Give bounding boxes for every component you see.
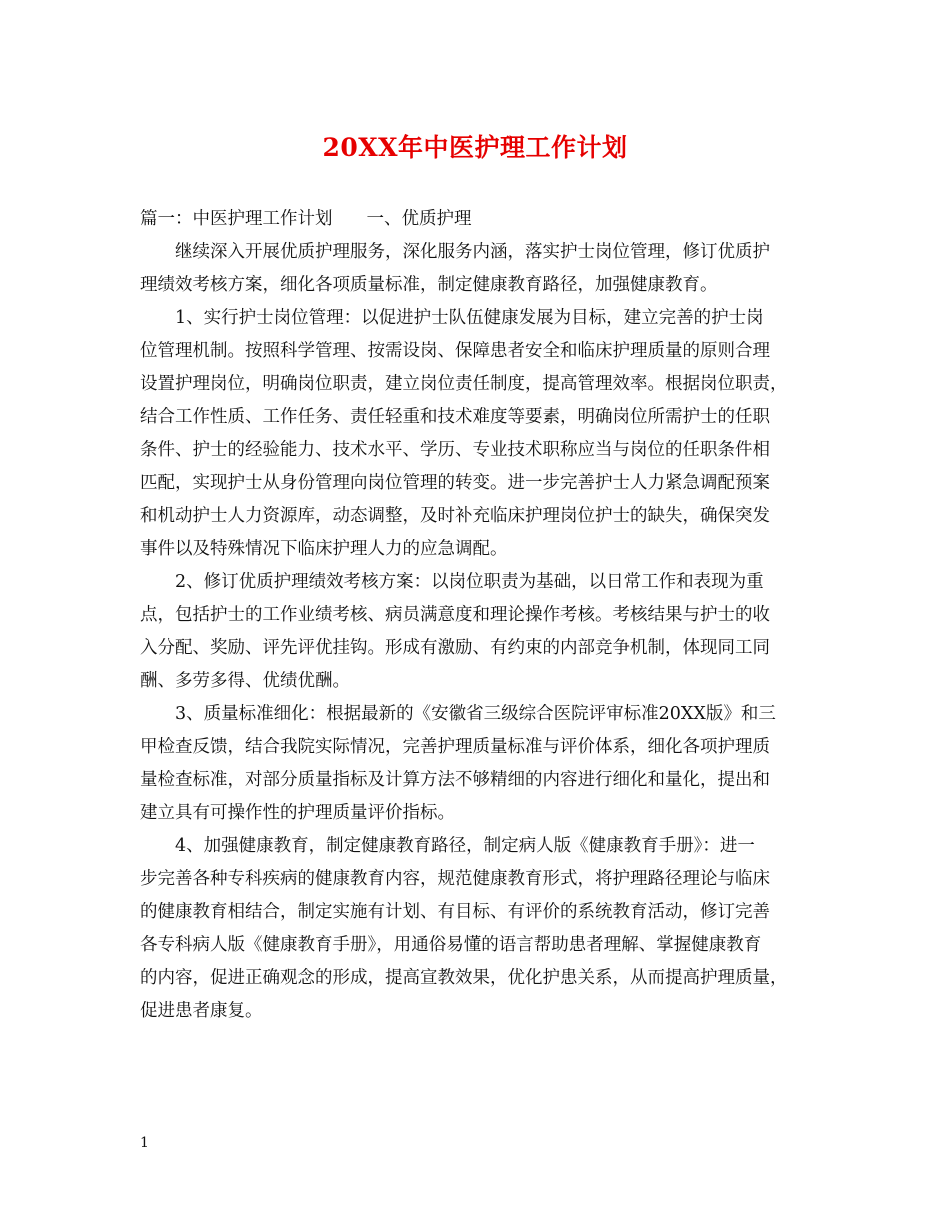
paragraph-line: 1、实行护士岗位管理：以促进护士队伍健康发展为目标，建立完善的护士岗 <box>175 308 764 328</box>
paragraph-line: 位管理机制。按照科学管理、按需设岗、保障患者安全和临床护理质量的原则合理 <box>140 341 770 361</box>
paragraph-line: 4、加强健康教育，制定健康教育路径，制定病人版《健康教育手册》：进一 <box>175 836 755 856</box>
paragraph-line: 促进患者康复。 <box>140 1001 263 1021</box>
paragraph-line: 各专科病人版《健康教育手册》，用通俗易懂的语言帮助患者理解、掌握健康教育 <box>140 935 762 955</box>
paragraph-line: 酬、多劳多得、优绩优酬。 <box>140 671 350 691</box>
document-title: 20XX年中医护理工作计划 <box>322 133 628 162</box>
paragraph-line: 条件、护士的经验能力、技术水平、学历、专业技术职称应当与岗位的任职条件相 <box>140 440 770 460</box>
document-body <box>140 203 832 1028</box>
paragraph-line: 点，包括护士的工作业绩考核、病员满意度和理论操作考核。考核结果与护士的收 <box>140 605 770 625</box>
paragraph-line: 设置护理岗位，明确岗位职责，建立岗位责任制度，提高管理效率。根据岗位职责， <box>140 374 788 394</box>
part-heading: 篇一：中医护理工作计划 <box>140 209 333 229</box>
paragraph-line: 2、修订优质护理绩效考核方案：以岗位职责为基础，以日常工作和表现为重 <box>175 572 764 592</box>
paragraph-line: 继续深入开展优质护理服务，深化服务内涵，落实护士岗位管理，修订优质护 <box>175 242 770 262</box>
paragraph-line: 建立具有可操作性的护理质量评价指标。 <box>140 803 455 823</box>
section-heading-line <box>140 203 832 236</box>
paragraph-line: 匹配，实现护士从身份管理向岗位管理的转变。进一步完善护士人力紧急调配预案 <box>140 473 770 493</box>
paragraph-line: 的健康教育相结合，制定实施有计划、有目标、有评价的系统教育活动，修订完善 <box>140 902 770 922</box>
paragraph-line: 结合工作性质、工作任务、责任轻重和技术难度等要素，明确岗位所需护士的任职 <box>140 407 770 427</box>
paragraph-line: 甲检查反馈，结合我院实际情况，完善护理质量标准与评价体系，细化各项护理质 <box>140 737 770 757</box>
paragraph-line: 3、质量标准细化：根据最新的《安徽省三级综合医院评审标准20XX版》和三 <box>175 704 776 724</box>
paragraph-line: 和机动护士人力资源库，动态调整，及时补充临床护理岗位护士的缺失，确保突发 <box>140 506 770 526</box>
paragraph-line: 量检查标准，对部分质量指标及计算方法不够精细的内容进行细化和量化，提出和 <box>140 770 770 790</box>
paragraph-line: 入分配、奖励、评先评优挂钩。形成有激励、有约束的内部竞争机制，体现同工同 <box>140 638 770 658</box>
paragraph-line: 事件以及特殊情况下临床护理人力的应急调配。 <box>140 539 508 559</box>
page-number: 1 <box>140 1135 149 1151</box>
paragraph-line: 的内容，促进正确观念的形成，提高宣教效果，优化护患关系，从而提高护理质量， <box>140 968 788 988</box>
paragraph-line: 步完善各种专科疾病的健康教育内容，规范健康教育形式，将护理路径理论与临床 <box>140 869 770 889</box>
section-heading: 一、优质护理 <box>366 209 472 229</box>
paragraph-line: 理绩效考核方案，细化各项质量标准，制定健康教育路径，加强健康教育。 <box>140 275 718 295</box>
